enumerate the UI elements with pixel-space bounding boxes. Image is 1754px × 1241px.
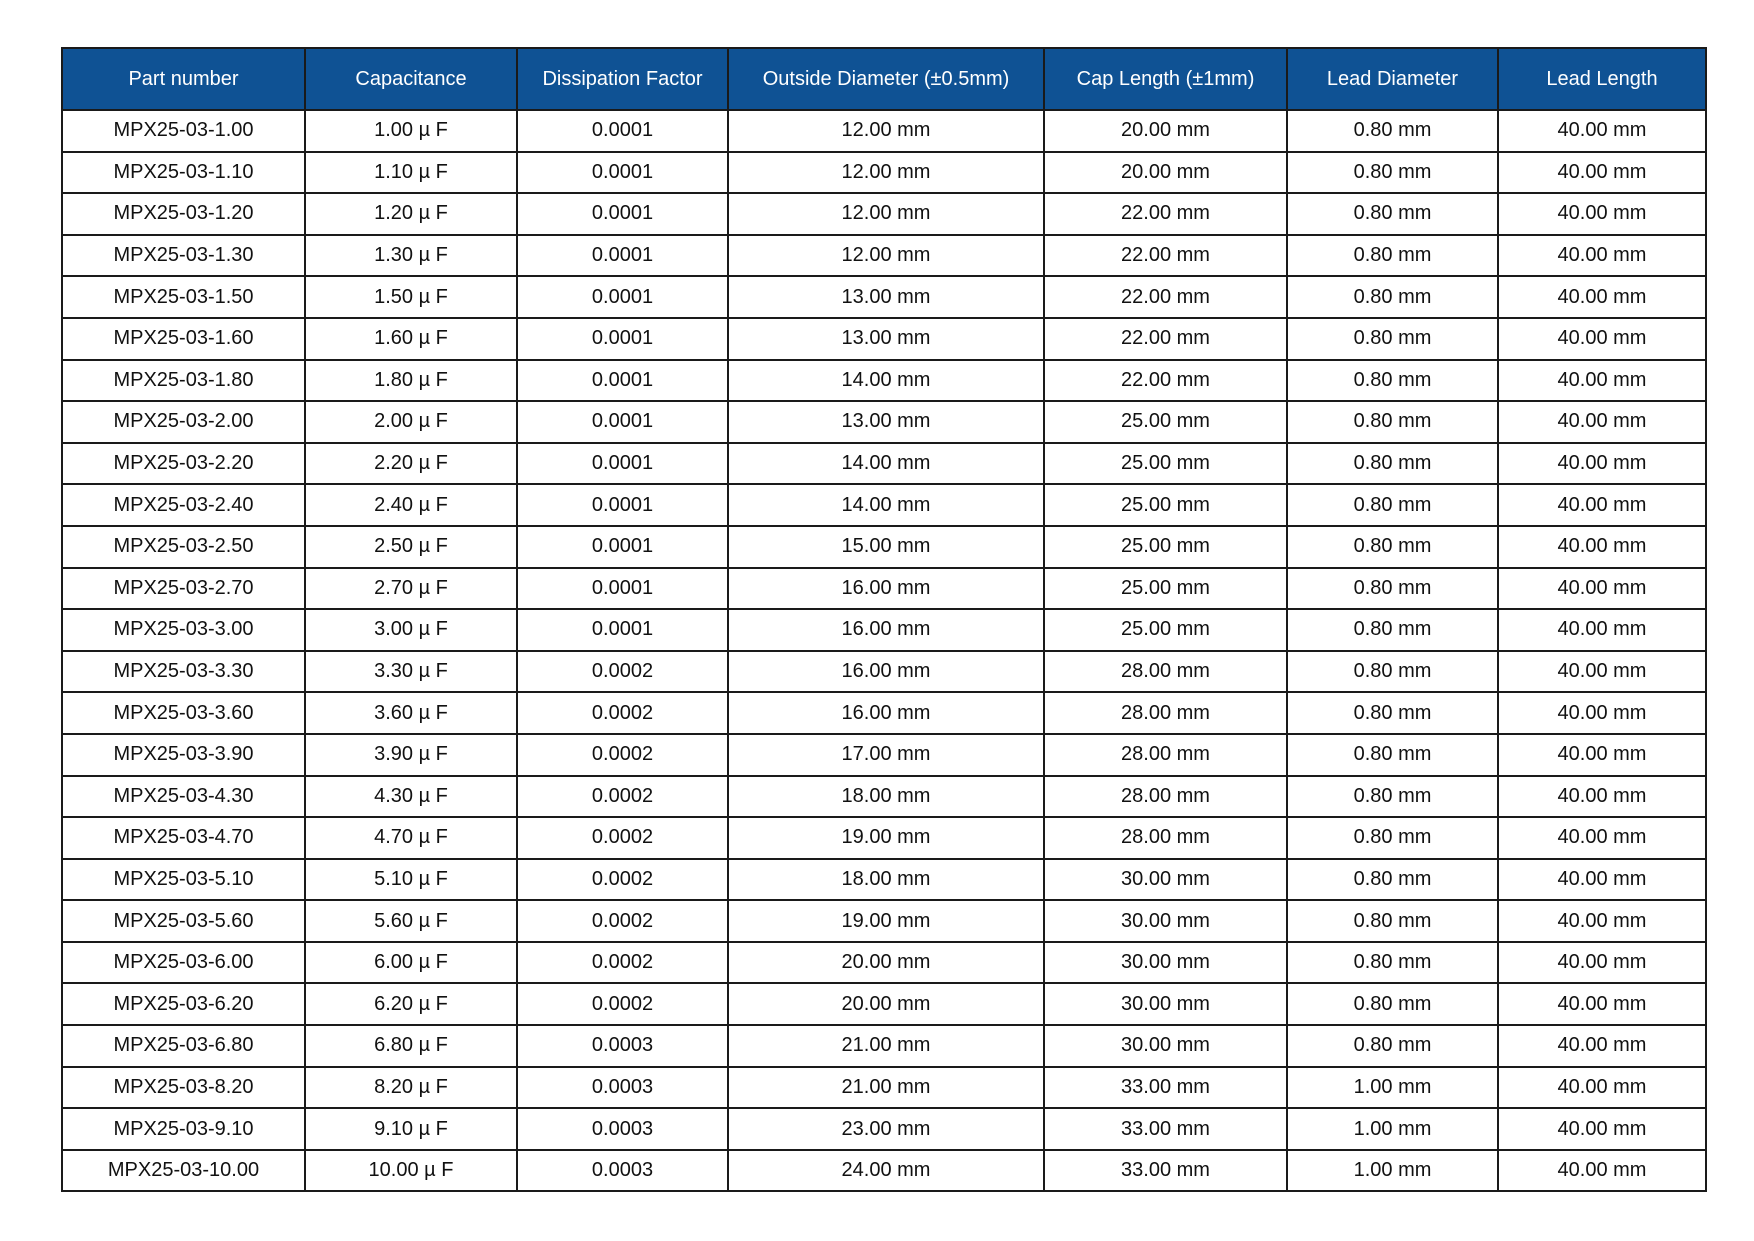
cell-lead-length: 40.00 mm	[1498, 734, 1706, 776]
cell-cap-length-1mm: 28.00 mm	[1044, 692, 1287, 734]
cell-dissipation-factor: 0.0003	[517, 1067, 728, 1109]
table-row	[62, 318, 1706, 360]
cell-lead-diameter: 0.80 mm	[1287, 900, 1498, 942]
table-row	[62, 1025, 1706, 1067]
cell-capacitance: 1.60 µ F	[305, 318, 517, 360]
cell-lead-length: 40.00 mm	[1498, 900, 1706, 942]
cell-capacitance: 1.00 µ F	[305, 110, 517, 152]
cell-part-number: MPX25-03-4.30	[62, 776, 305, 818]
cell-capacitance: 5.60 µ F	[305, 900, 517, 942]
table-row	[62, 817, 1706, 859]
cell-cap-length-1mm: 30.00 mm	[1044, 900, 1287, 942]
cell-capacitance: 3.90 µ F	[305, 734, 517, 776]
cell-part-number: MPX25-03-3.00	[62, 609, 305, 651]
table-header	[62, 48, 1706, 110]
table-row	[62, 859, 1706, 901]
cell-outside-diameter-0-5mm: 16.00 mm	[728, 609, 1044, 651]
table-row	[62, 193, 1706, 235]
cell-lead-length: 40.00 mm	[1498, 983, 1706, 1025]
table-row	[62, 734, 1706, 776]
cell-capacitance: 8.20 µ F	[305, 1067, 517, 1109]
cell-cap-length-1mm: 25.00 mm	[1044, 568, 1287, 610]
cell-outside-diameter-0-5mm: 12.00 mm	[728, 193, 1044, 235]
cell-dissipation-factor: 0.0001	[517, 110, 728, 152]
cell-cap-length-1mm: 30.00 mm	[1044, 983, 1287, 1025]
cell-capacitance: 6.20 µ F	[305, 983, 517, 1025]
cell-cap-length-1mm: 22.00 mm	[1044, 360, 1287, 402]
cell-part-number: MPX25-03-3.30	[62, 651, 305, 693]
cell-part-number: MPX25-03-3.90	[62, 734, 305, 776]
cell-outside-diameter-0-5mm: 19.00 mm	[728, 817, 1044, 859]
cell-outside-diameter-0-5mm: 16.00 mm	[728, 692, 1044, 734]
table-row	[62, 110, 1706, 152]
cell-outside-diameter-0-5mm: 13.00 mm	[728, 401, 1044, 443]
cell-cap-length-1mm: 22.00 mm	[1044, 276, 1287, 318]
cell-dissipation-factor: 0.0002	[517, 859, 728, 901]
cell-capacitance: 1.50 µ F	[305, 276, 517, 318]
cell-capacitance: 2.20 µ F	[305, 443, 517, 485]
cell-capacitance: 6.00 µ F	[305, 942, 517, 984]
cell-lead-diameter: 0.80 mm	[1287, 734, 1498, 776]
cell-lead-length: 40.00 mm	[1498, 276, 1706, 318]
cell-lead-length: 40.00 mm	[1498, 152, 1706, 194]
cell-lead-diameter: 0.80 mm	[1287, 484, 1498, 526]
cell-lead-length: 40.00 mm	[1498, 360, 1706, 402]
cell-lead-length: 40.00 mm	[1498, 1067, 1706, 1109]
cell-lead-diameter: 0.80 mm	[1287, 942, 1498, 984]
cell-cap-length-1mm: 28.00 mm	[1044, 776, 1287, 818]
cell-dissipation-factor: 0.0002	[517, 983, 728, 1025]
cell-lead-diameter: 0.80 mm	[1287, 692, 1498, 734]
cell-lead-diameter: 0.80 mm	[1287, 568, 1498, 610]
cell-capacitance: 1.10 µ F	[305, 152, 517, 194]
cell-lead-diameter: 0.80 mm	[1287, 443, 1498, 485]
cell-part-number: MPX25-03-2.40	[62, 484, 305, 526]
cell-outside-diameter-0-5mm: 15.00 mm	[728, 526, 1044, 568]
cell-dissipation-factor: 0.0002	[517, 942, 728, 984]
cell-capacitance: 2.50 µ F	[305, 526, 517, 568]
cell-outside-diameter-0-5mm: 24.00 mm	[728, 1150, 1044, 1192]
cell-cap-length-1mm: 25.00 mm	[1044, 443, 1287, 485]
cell-part-number: MPX25-03-1.80	[62, 360, 305, 402]
cell-cap-length-1mm: 33.00 mm	[1044, 1067, 1287, 1109]
cell-lead-length: 40.00 mm	[1498, 1025, 1706, 1067]
cell-part-number: MPX25-03-8.20	[62, 1067, 305, 1109]
cell-part-number: MPX25-03-6.00	[62, 942, 305, 984]
cell-outside-diameter-0-5mm: 17.00 mm	[728, 734, 1044, 776]
cell-outside-diameter-0-5mm: 12.00 mm	[728, 235, 1044, 277]
cell-dissipation-factor: 0.0002	[517, 734, 728, 776]
cell-dissipation-factor: 0.0001	[517, 276, 728, 318]
cell-outside-diameter-0-5mm: 14.00 mm	[728, 360, 1044, 402]
cell-capacitance: 4.30 µ F	[305, 776, 517, 818]
cell-part-number: MPX25-03-4.70	[62, 817, 305, 859]
cell-part-number: MPX25-03-1.30	[62, 235, 305, 277]
cell-dissipation-factor: 0.0002	[517, 900, 728, 942]
cell-cap-length-1mm: 25.00 mm	[1044, 526, 1287, 568]
cell-cap-length-1mm: 33.00 mm	[1044, 1108, 1287, 1150]
cell-part-number: MPX25-03-1.10	[62, 152, 305, 194]
cell-dissipation-factor: 0.0002	[517, 692, 728, 734]
cell-lead-length: 40.00 mm	[1498, 526, 1706, 568]
cell-lead-diameter: 0.80 mm	[1287, 526, 1498, 568]
cell-capacitance: 6.80 µ F	[305, 1025, 517, 1067]
cell-lead-length: 40.00 mm	[1498, 859, 1706, 901]
cell-dissipation-factor: 0.0001	[517, 360, 728, 402]
cell-lead-length: 40.00 mm	[1498, 1150, 1706, 1192]
cell-lead-length: 40.00 mm	[1498, 568, 1706, 610]
table-row	[62, 983, 1706, 1025]
capacitor-spec-table	[61, 47, 1707, 1192]
cell-capacitance: 2.00 µ F	[305, 401, 517, 443]
cell-part-number: MPX25-03-6.80	[62, 1025, 305, 1067]
cell-lead-diameter: 1.00 mm	[1287, 1067, 1498, 1109]
cell-lead-diameter: 0.80 mm	[1287, 817, 1498, 859]
table-row	[62, 235, 1706, 277]
cell-outside-diameter-0-5mm: 21.00 mm	[728, 1067, 1044, 1109]
column-header-lead-diameter: Lead Diameter	[1287, 48, 1498, 110]
table-row	[62, 568, 1706, 610]
cell-capacitance: 5.10 µ F	[305, 859, 517, 901]
column-header-capacitance: Capacitance	[305, 48, 517, 110]
cell-dissipation-factor: 0.0001	[517, 401, 728, 443]
cell-capacitance: 1.20 µ F	[305, 193, 517, 235]
table-body	[62, 110, 1706, 1191]
cell-part-number: MPX25-03-10.00	[62, 1150, 305, 1192]
cell-cap-length-1mm: 25.00 mm	[1044, 609, 1287, 651]
cell-dissipation-factor: 0.0001	[517, 484, 728, 526]
cell-capacitance: 1.30 µ F	[305, 235, 517, 277]
table-row	[62, 776, 1706, 818]
cell-outside-diameter-0-5mm: 13.00 mm	[728, 318, 1044, 360]
table-row	[62, 900, 1706, 942]
cell-lead-diameter: 0.80 mm	[1287, 859, 1498, 901]
cell-lead-length: 40.00 mm	[1498, 651, 1706, 693]
cell-outside-diameter-0-5mm: 16.00 mm	[728, 651, 1044, 693]
cell-outside-diameter-0-5mm: 18.00 mm	[728, 776, 1044, 818]
cell-outside-diameter-0-5mm: 12.00 mm	[728, 110, 1044, 152]
cell-dissipation-factor: 0.0001	[517, 318, 728, 360]
cell-part-number: MPX25-03-5.10	[62, 859, 305, 901]
cell-cap-length-1mm: 30.00 mm	[1044, 942, 1287, 984]
cell-lead-diameter: 1.00 mm	[1287, 1150, 1498, 1192]
cell-dissipation-factor: 0.0001	[517, 609, 728, 651]
column-header-lead-length: Lead Length	[1498, 48, 1706, 110]
column-header-cap-length-1mm: Cap Length (±1mm)	[1044, 48, 1287, 110]
table-row	[62, 1108, 1706, 1150]
cell-lead-diameter: 0.80 mm	[1287, 983, 1498, 1025]
cell-dissipation-factor: 0.0001	[517, 568, 728, 610]
cell-part-number: MPX25-03-2.70	[62, 568, 305, 610]
cell-cap-length-1mm: 25.00 mm	[1044, 484, 1287, 526]
table-row	[62, 1067, 1706, 1109]
cell-lead-diameter: 0.80 mm	[1287, 110, 1498, 152]
cell-lead-diameter: 0.80 mm	[1287, 1025, 1498, 1067]
cell-part-number: MPX25-03-1.20	[62, 193, 305, 235]
cell-outside-diameter-0-5mm: 14.00 mm	[728, 443, 1044, 485]
table-row	[62, 276, 1706, 318]
cell-cap-length-1mm: 30.00 mm	[1044, 1025, 1287, 1067]
cell-capacitance: 2.40 µ F	[305, 484, 517, 526]
cell-cap-length-1mm: 20.00 mm	[1044, 110, 1287, 152]
table-row	[62, 651, 1706, 693]
table-row	[62, 484, 1706, 526]
cell-cap-length-1mm: 28.00 mm	[1044, 651, 1287, 693]
cell-cap-length-1mm: 22.00 mm	[1044, 318, 1287, 360]
table-row	[62, 1150, 1706, 1192]
cell-lead-length: 40.00 mm	[1498, 942, 1706, 984]
cell-cap-length-1mm: 22.00 mm	[1044, 235, 1287, 277]
cell-dissipation-factor: 0.0003	[517, 1025, 728, 1067]
cell-lead-diameter: 0.80 mm	[1287, 401, 1498, 443]
cell-outside-diameter-0-5mm: 21.00 mm	[728, 1025, 1044, 1067]
cell-outside-diameter-0-5mm: 23.00 mm	[728, 1108, 1044, 1150]
cell-lead-length: 40.00 mm	[1498, 776, 1706, 818]
cell-part-number: MPX25-03-3.60	[62, 692, 305, 734]
table-row	[62, 401, 1706, 443]
cell-cap-length-1mm: 33.00 mm	[1044, 1150, 1287, 1192]
cell-lead-length: 40.00 mm	[1498, 193, 1706, 235]
cell-capacitance: 4.70 µ F	[305, 817, 517, 859]
cell-lead-length: 40.00 mm	[1498, 235, 1706, 277]
table-row	[62, 942, 1706, 984]
cell-dissipation-factor: 0.0001	[517, 526, 728, 568]
cell-lead-diameter: 0.80 mm	[1287, 276, 1498, 318]
cell-lead-length: 40.00 mm	[1498, 484, 1706, 526]
table-row	[62, 443, 1706, 485]
cell-dissipation-factor: 0.0003	[517, 1108, 728, 1150]
cell-lead-length: 40.00 mm	[1498, 817, 1706, 859]
cell-lead-length: 40.00 mm	[1498, 318, 1706, 360]
cell-lead-diameter: 0.80 mm	[1287, 318, 1498, 360]
cell-lead-diameter: 1.00 mm	[1287, 1108, 1498, 1150]
cell-cap-length-1mm: 20.00 mm	[1044, 152, 1287, 194]
cell-dissipation-factor: 0.0002	[517, 651, 728, 693]
cell-capacitance: 3.60 µ F	[305, 692, 517, 734]
cell-part-number: MPX25-03-9.10	[62, 1108, 305, 1150]
cell-lead-length: 40.00 mm	[1498, 1108, 1706, 1150]
cell-lead-diameter: 0.80 mm	[1287, 609, 1498, 651]
cell-lead-diameter: 0.80 mm	[1287, 235, 1498, 277]
cell-capacitance: 10.00 µ F	[305, 1150, 517, 1192]
cell-dissipation-factor: 0.0001	[517, 152, 728, 194]
cell-dissipation-factor: 0.0003	[517, 1150, 728, 1192]
cell-outside-diameter-0-5mm: 14.00 mm	[728, 484, 1044, 526]
cell-lead-diameter: 0.80 mm	[1287, 193, 1498, 235]
cell-outside-diameter-0-5mm: 13.00 mm	[728, 276, 1044, 318]
cell-cap-length-1mm: 28.00 mm	[1044, 734, 1287, 776]
cell-dissipation-factor: 0.0001	[517, 193, 728, 235]
cell-capacitance: 9.10 µ F	[305, 1108, 517, 1150]
cell-capacitance: 3.30 µ F	[305, 651, 517, 693]
cell-lead-diameter: 0.80 mm	[1287, 152, 1498, 194]
cell-outside-diameter-0-5mm: 20.00 mm	[728, 983, 1044, 1025]
header-row	[62, 48, 1706, 110]
cell-part-number: MPX25-03-1.00	[62, 110, 305, 152]
cell-cap-length-1mm: 22.00 mm	[1044, 193, 1287, 235]
cell-part-number: MPX25-03-1.50	[62, 276, 305, 318]
table-row	[62, 609, 1706, 651]
cell-lead-diameter: 0.80 mm	[1287, 360, 1498, 402]
cell-cap-length-1mm: 25.00 mm	[1044, 401, 1287, 443]
cell-capacitance: 3.00 µ F	[305, 609, 517, 651]
cell-part-number: MPX25-03-2.00	[62, 401, 305, 443]
cell-cap-length-1mm: 30.00 mm	[1044, 859, 1287, 901]
column-header-dissipation-factor: Dissipation Factor	[517, 48, 728, 110]
table-row	[62, 152, 1706, 194]
cell-outside-diameter-0-5mm: 16.00 mm	[728, 568, 1044, 610]
table-row	[62, 692, 1706, 734]
cell-part-number: MPX25-03-2.20	[62, 443, 305, 485]
cell-lead-length: 40.00 mm	[1498, 609, 1706, 651]
cell-capacitance: 1.80 µ F	[305, 360, 517, 402]
cell-capacitance: 2.70 µ F	[305, 568, 517, 610]
cell-lead-diameter: 0.80 mm	[1287, 651, 1498, 693]
cell-lead-length: 40.00 mm	[1498, 401, 1706, 443]
cell-lead-length: 40.00 mm	[1498, 692, 1706, 734]
cell-outside-diameter-0-5mm: 18.00 mm	[728, 859, 1044, 901]
cell-outside-diameter-0-5mm: 12.00 mm	[728, 152, 1044, 194]
table-row	[62, 526, 1706, 568]
cell-dissipation-factor: 0.0001	[517, 443, 728, 485]
cell-cap-length-1mm: 28.00 mm	[1044, 817, 1287, 859]
cell-dissipation-factor: 0.0001	[517, 235, 728, 277]
cell-dissipation-factor: 0.0002	[517, 817, 728, 859]
cell-outside-diameter-0-5mm: 20.00 mm	[728, 942, 1044, 984]
cell-part-number: MPX25-03-5.60	[62, 900, 305, 942]
cell-part-number: MPX25-03-6.20	[62, 983, 305, 1025]
cell-dissipation-factor: 0.0002	[517, 776, 728, 818]
cell-lead-diameter: 0.80 mm	[1287, 776, 1498, 818]
table-row	[62, 360, 1706, 402]
cell-part-number: MPX25-03-2.50	[62, 526, 305, 568]
cell-part-number: MPX25-03-1.60	[62, 318, 305, 360]
cell-outside-diameter-0-5mm: 19.00 mm	[728, 900, 1044, 942]
column-header-outside-diameter-0-5mm: Outside Diameter (±0.5mm)	[728, 48, 1044, 110]
cell-lead-length: 40.00 mm	[1498, 443, 1706, 485]
cell-lead-length: 40.00 mm	[1498, 110, 1706, 152]
column-header-part-number: Part number	[62, 48, 305, 110]
